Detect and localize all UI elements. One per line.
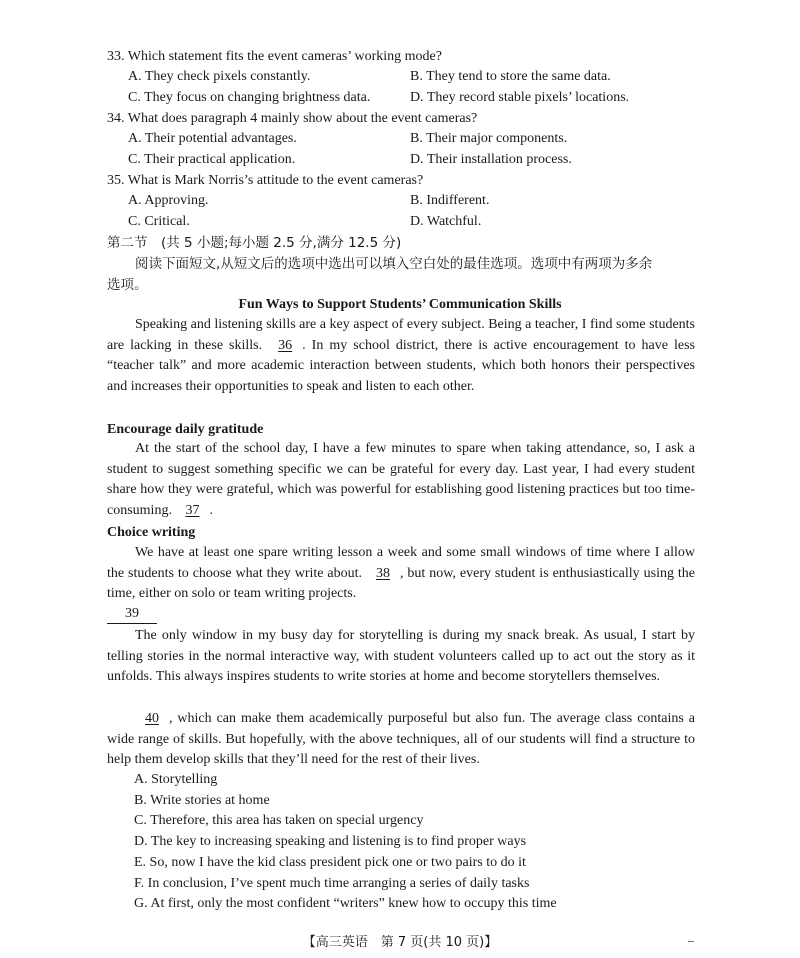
question-35-stem: 35. What is Mark Norris’s attitude to the event cameras? bbox=[107, 173, 424, 188]
paragraph-5-text: , which can make them academically purposeful but also fun. The average class contains a wide range of skills. But hopefully, with the above techniques, all of our students will find a structure to help them develop skills that they’ll need for the rest of their lives. bbox=[107, 711, 695, 768]
question-34-option-c: C. Their practical application. bbox=[128, 152, 296, 167]
choice-f: F. In conclusion, I’ve spent much time arranging a series of daily tasks bbox=[134, 876, 530, 891]
paragraph-1 bbox=[107, 315, 695, 398]
paragraph-1-text-a: Speaking and listening skills are a key aspect of every subject. Being a teacher, I find some students are lacking in these skills. bbox=[107, 317, 695, 353]
paragraph-3 bbox=[107, 543, 695, 605]
choice-e: E. So, now I have the kid class president pick one or two pairs to do it bbox=[134, 855, 526, 870]
section-2-header: 第二节 (共 5 小题;每小题 2.5 分,满分 12.5 分) bbox=[107, 235, 402, 251]
paragraph-3-text-b: , but now, every student is enthusiastically using the time, either on solo or team writing projects. bbox=[107, 565, 695, 602]
question-33-option-d: D. They record stable pixels’ locations. bbox=[410, 90, 630, 105]
question-33-option-c: C. They focus on changing brightness data. bbox=[128, 90, 371, 105]
paragraph-1-text-b: . In my school district, there is active encouragement to have less “teacher talk” and more academic interaction between students, which both honors their perspectives and increases their opportunities to speak and listen to each other. bbox=[107, 337, 695, 395]
choice-b: B. Write stories at home bbox=[134, 793, 270, 808]
paragraph-2-text-b: . bbox=[209, 503, 213, 519]
blank-36: 36 bbox=[278, 337, 293, 353]
question-35-option-d: D. Watchful. bbox=[410, 214, 482, 229]
paragraph-2-text-a: At the start of the school day, I have a few minutes to spare when taking attendance, so, I ask a student to suggest something specific we can be grateful for every day. Last year, I had every student share how they were grateful, which was powerful for establishing good listening practices but too time-consuming. bbox=[107, 441, 695, 519]
article-title: Fun Ways to Support Students’ Communication Skills bbox=[238, 297, 562, 312]
blank-39: 39 bbox=[107, 605, 157, 624]
blank-37: 37 bbox=[185, 503, 200, 519]
section-2-instructions-line2: 选项。 bbox=[107, 277, 148, 293]
question-35-option-b: B. Indifferent. bbox=[410, 193, 490, 208]
paragraph-4-text: The only window in my busy day for storytelling is during my snack break. As usual, I start by telling stories in the normal interactive way, with student volunteers called up to act out the story as it unfolds. This always inspires students to write stories at home and become storytellers themselves. bbox=[107, 628, 695, 685]
choice-g: G. At first, only the most confident “writers” knew how to occupy this time bbox=[134, 896, 557, 911]
choice-c: C. Therefore, this area has taken on special urgency bbox=[134, 813, 424, 828]
question-35-option-c: C. Critical. bbox=[128, 214, 190, 229]
choice-a: A. Storytelling bbox=[134, 772, 218, 787]
subheading-choice-writing: Choice writing bbox=[107, 525, 196, 540]
section-2-instructions-line1: 阅读下面短文,从短文后的选项中选出可以填入空白处的最佳选项。选项中有两项为多余 bbox=[135, 256, 653, 272]
question-34-stem: 34. What does paragraph 4 mainly show about the event cameras? bbox=[107, 111, 478, 126]
subheading-daily-gratitude: Encourage daily gratitude bbox=[107, 422, 264, 437]
question-34-option-a: A. Their potential advantages. bbox=[128, 131, 297, 146]
question-33-option-a: A. They check pixels constantly. bbox=[128, 69, 311, 84]
paragraph-3-text-a: We have at least one spare writing lesson a week and some small windows of time where I allow the students to choose what they write about. bbox=[107, 545, 695, 581]
blank-40: 40 bbox=[145, 711, 159, 726]
paragraph-4 bbox=[107, 626, 695, 688]
question-35-option-a: A. Approving. bbox=[128, 193, 209, 208]
blank-38: 38 bbox=[375, 565, 390, 581]
paragraph-2 bbox=[107, 439, 695, 522]
question-33-stem: 33. Which statement fits the event cameras’ working mode? bbox=[107, 49, 442, 64]
paragraph-5 bbox=[107, 709, 695, 771]
question-34-option-d: D. Their installation process. bbox=[410, 152, 572, 167]
page-footer: 【高三英语 第 7 页(共 10 页)】 bbox=[302, 935, 498, 950]
choice-d: D. The key to increasing speaking and listening is to find proper ways bbox=[134, 834, 527, 849]
question-33-option-b: B. They tend to store the same data. bbox=[410, 69, 611, 84]
corner-mark: – bbox=[688, 933, 694, 947]
question-34-option-b: B. Their major components. bbox=[410, 131, 568, 146]
